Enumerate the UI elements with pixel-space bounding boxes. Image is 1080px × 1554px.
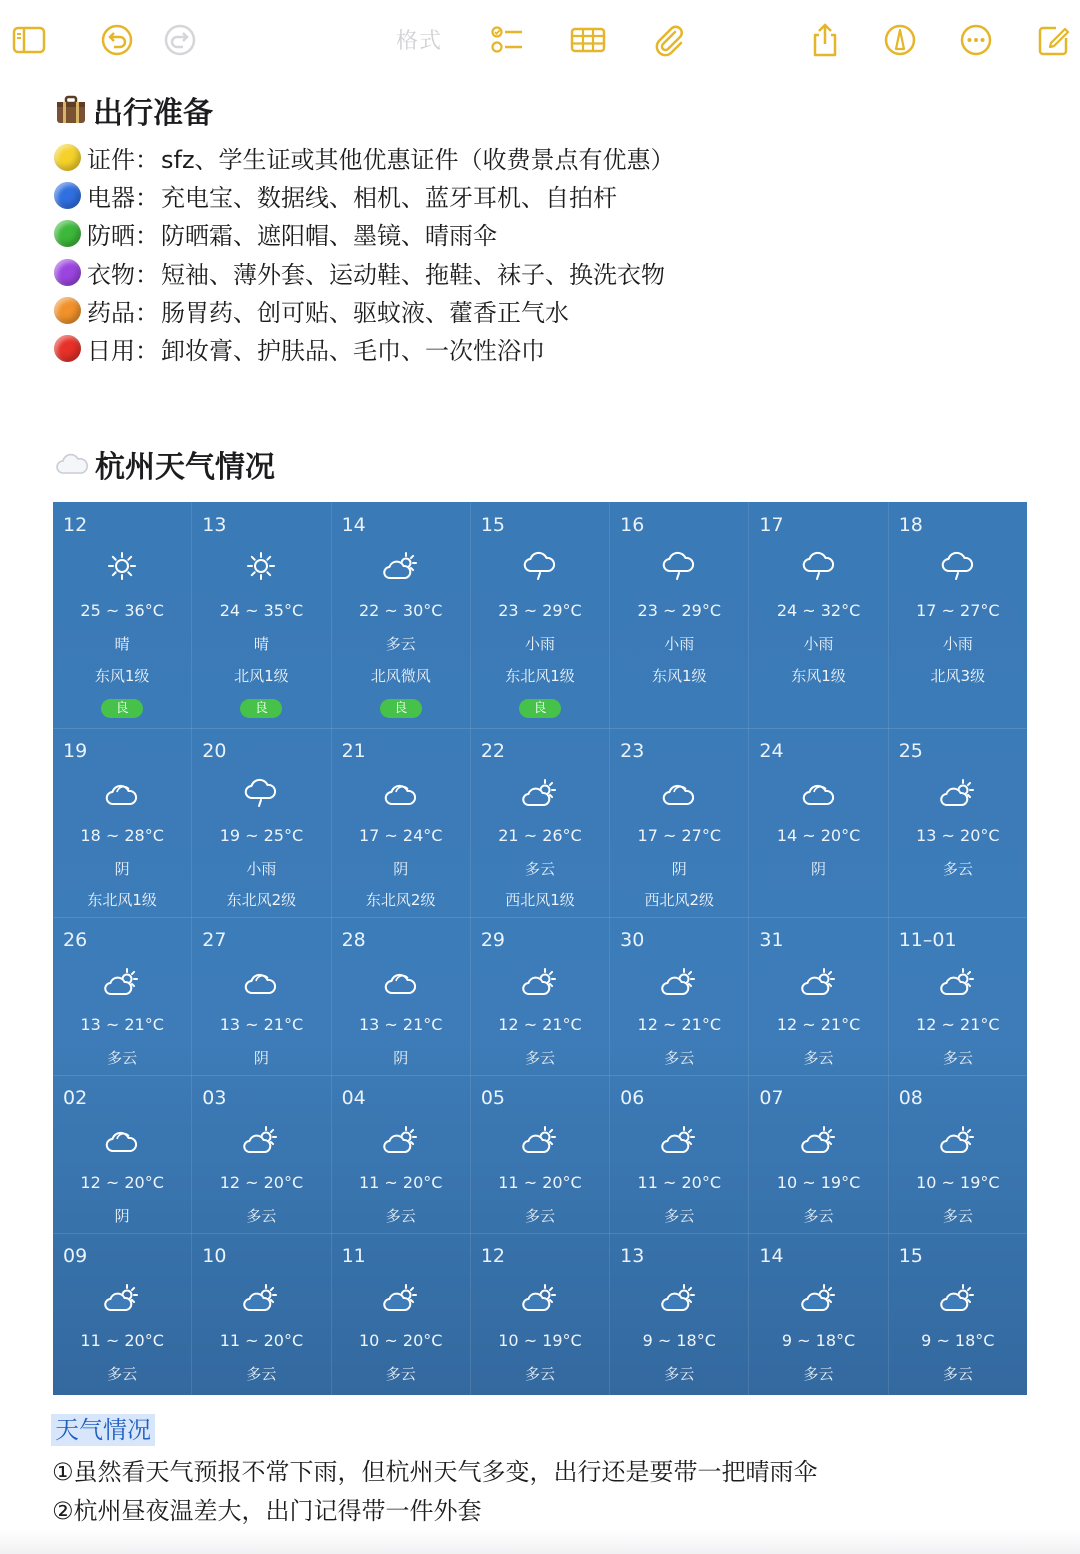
paperclip-icon: [650, 22, 686, 58]
color-circle-icon: [54, 182, 81, 209]
day-number: 14: [759, 1245, 784, 1267]
compose-button[interactable]: [1034, 20, 1074, 60]
temperature-range: 12 ~ 21°C: [498, 1015, 582, 1034]
weather-description: 多云: [664, 1207, 695, 1225]
attachment-button[interactable]: [648, 20, 688, 60]
day-number: 30: [620, 929, 645, 951]
weather-day-cell: [331, 502, 470, 728]
prep-category-label: 日用：: [87, 337, 159, 366]
weather-day-cell: [748, 1233, 887, 1395]
prep-list-item: [54, 253, 675, 291]
table-icon: [570, 22, 606, 58]
format-button[interactable]: 格式: [396, 29, 443, 54]
day-number: 06: [620, 1087, 645, 1109]
air-quality-badge: 良: [101, 699, 143, 718]
weather-note-line: ①虽然看天气预报不常下雨，但杭州天气多变，出行还是要带一把晴雨伞: [52, 1458, 818, 1486]
day-number: 31: [759, 929, 784, 951]
light-rain-icon: [522, 550, 558, 582]
weather-description: 多云: [385, 1365, 416, 1383]
temperature-range: 10 ~ 19°C: [776, 1173, 861, 1192]
partly-cloudy-icon: [661, 966, 697, 998]
day-number: 10: [202, 1245, 227, 1267]
day-number: 24: [759, 740, 784, 762]
day-number: 11–01: [898, 929, 957, 951]
weather-week-row: [53, 502, 1027, 728]
temperature-range: 14 ~ 20°C: [776, 826, 861, 845]
day-number: 26: [63, 929, 88, 951]
weather-description: 小雨: [942, 635, 973, 653]
weather-description: 多云: [385, 1207, 416, 1225]
weather-week-row: [53, 1075, 1027, 1233]
more-button[interactable]: [956, 20, 996, 60]
cloudy-icon: [801, 777, 837, 809]
checklist-icon: [489, 22, 525, 58]
weather-description: 多云: [246, 1365, 277, 1383]
weather-title-text: 杭州天气情况: [95, 450, 275, 485]
partly-cloudy-icon: [522, 966, 558, 998]
light-rain-icon: [661, 550, 697, 582]
partly-cloudy-icon: [243, 1282, 279, 1314]
day-number: 23: [620, 740, 645, 762]
wind-info: 北风1级: [234, 667, 289, 685]
markup-button[interactable]: [880, 20, 920, 60]
day-number: 15: [898, 1245, 923, 1267]
wind-info: 东北风1级: [87, 891, 157, 909]
temperature-range: 17 ~ 24°C: [358, 826, 443, 845]
weather-description: 阴: [253, 1049, 269, 1067]
day-number: 25: [898, 740, 923, 762]
temperature-range: 24 ~ 32°C: [776, 601, 861, 620]
weather-day-cell: [191, 917, 330, 1075]
weather-day-cell: [888, 1075, 1027, 1233]
share-icon: [807, 22, 843, 58]
weather-day-cell: [331, 917, 470, 1075]
day-number: 04: [341, 1087, 366, 1109]
row-divider: [53, 1233, 1027, 1234]
weather-day-cell: [609, 502, 748, 728]
weather-day-cell: [53, 728, 191, 917]
share-button[interactable]: [805, 20, 845, 60]
temperature-range: 10 ~ 20°C: [358, 1331, 443, 1350]
weather-day-cell: [53, 1075, 191, 1233]
weather-description: 阴: [671, 860, 687, 878]
day-number: 13: [620, 1245, 645, 1267]
weather-note-line: ②杭州昼夜温差大，出门记得带一件外套: [52, 1497, 482, 1525]
wind-info: 东风1级: [651, 667, 707, 685]
wind-info: 北风微风: [370, 667, 431, 685]
cloud-icon: [55, 451, 89, 477]
table-button[interactable]: [568, 20, 608, 60]
partly-cloudy-icon: [522, 1124, 558, 1156]
cloudy-icon: [383, 777, 419, 809]
weather-day-cell: [191, 502, 330, 728]
weather-day-cell: [748, 1075, 887, 1233]
light-rain-icon: [940, 550, 976, 582]
row-divider: [53, 917, 1027, 918]
wind-info: 东风1级: [94, 667, 150, 685]
prep-item-text: 充电宝、数据线、相机、蓝牙耳机、自拍杆: [161, 183, 617, 212]
prep-section-title: [55, 88, 213, 132]
weather-day-cell: [53, 1233, 191, 1395]
partly-cloudy-icon: [940, 1282, 976, 1314]
prep-item-text: 肠胃药、创可贴、驱蚊液、藿香正气水: [161, 298, 569, 327]
weather-description: 小雨: [524, 635, 555, 653]
weather-day-cell: [331, 1075, 470, 1233]
redo-button[interactable]: [160, 20, 200, 60]
day-number: 09: [63, 1245, 88, 1267]
weather-day-cell: [888, 728, 1027, 917]
wind-info: 东北风2级: [226, 891, 297, 909]
prep-list-item: [54, 291, 675, 329]
prep-title-text: 出行准备: [93, 96, 213, 131]
weather-description: 小雨: [246, 860, 277, 878]
day-number: 27: [202, 929, 227, 951]
weather-calendar: [53, 502, 1027, 1395]
partly-cloudy-icon: [801, 1124, 837, 1156]
compose-icon: [1036, 22, 1072, 58]
weather-description: 多云: [107, 1049, 138, 1067]
day-number: 07: [759, 1087, 784, 1109]
day-number: 28: [341, 929, 366, 951]
prep-category-label: 证件：: [87, 145, 159, 174]
temperature-range: 23 ~ 29°C: [498, 601, 582, 620]
wind-info: 东风1级: [791, 667, 846, 685]
row-divider: [53, 1075, 1027, 1076]
weather-description: 小雨: [803, 635, 834, 653]
temperature-range: 17 ~ 27°C: [637, 826, 721, 845]
day-number: 15: [480, 514, 506, 536]
prep-list-item: [54, 329, 675, 367]
wind-info: 北风3级: [930, 667, 986, 685]
temperature-range: 19 ~ 25°C: [219, 826, 304, 845]
weather-day-cell: [191, 1233, 330, 1395]
weather-day-cell: [53, 502, 191, 728]
sun-icon: [104, 550, 140, 582]
weather-day-cell: [748, 502, 887, 728]
color-circle-icon: [54, 297, 81, 324]
prep-category-label: 药品：: [87, 298, 159, 327]
temperature-range: 13 ~ 20°C: [916, 826, 1000, 845]
partly-cloudy-icon: [104, 966, 140, 998]
temperature-range: 18 ~ 28°C: [80, 826, 164, 845]
temperature-range: 25 ~ 36°C: [80, 601, 164, 620]
day-number: 14: [341, 514, 366, 536]
temperature-range: 23 ~ 29°C: [637, 601, 721, 620]
weather-day-cell: [470, 1233, 609, 1395]
weather-week-row: [53, 728, 1027, 917]
wind-info: 东北风1级: [505, 667, 575, 685]
ellipsis-circle-icon: [958, 22, 994, 58]
day-number: 05: [480, 1087, 506, 1109]
weather-description: 多云: [524, 860, 555, 878]
temperature-range: 11 ~ 20°C: [80, 1331, 164, 1350]
markup-pen-icon: [882, 22, 918, 58]
weather-description: 阴: [393, 860, 409, 878]
weather-description: 多云: [524, 1049, 555, 1067]
day-number: 18: [898, 514, 923, 536]
day-number: 03: [202, 1087, 227, 1109]
weather-day-cell: [470, 728, 609, 917]
day-number: 16: [620, 514, 645, 536]
air-quality-badge: 良: [240, 699, 282, 718]
weather-description: 多云: [664, 1049, 695, 1067]
prep-list-item: [54, 138, 675, 176]
checklist-button[interactable]: [487, 20, 527, 60]
undo-icon: [99, 22, 135, 58]
weather-day-cell: [609, 1075, 748, 1233]
weather-description: 多云: [803, 1207, 834, 1225]
weather-day-cell: [609, 1233, 748, 1395]
cloudy-icon: [661, 777, 697, 809]
weather-week-row: [53, 1233, 1027, 1395]
prep-item-text: 卸妆膏、护肤品、毛巾、一次性浴巾: [161, 337, 545, 366]
temperature-range: 9 ~ 18°C: [781, 1331, 856, 1350]
weather-day-cell: [53, 917, 191, 1075]
weather-day-cell: [331, 1233, 470, 1395]
prep-category-label: 衣物：: [87, 260, 159, 289]
prep-category-label: 防晒：: [87, 222, 159, 251]
temperature-range: 21 ~ 26°C: [498, 826, 582, 845]
color-circle-icon: [54, 144, 81, 171]
wind-info: 东北风2级: [365, 891, 436, 909]
row-divider: [53, 728, 1027, 729]
wind-info: 西北风1级: [505, 891, 575, 909]
color-circle-icon: [54, 259, 81, 286]
partly-cloudy-icon: [243, 1124, 279, 1156]
temperature-range: 11 ~ 20°C: [498, 1173, 582, 1192]
temperature-range: 11 ~ 20°C: [219, 1331, 304, 1350]
weather-day-cell: [191, 1075, 330, 1233]
temperature-range: 11 ~ 20°C: [637, 1173, 721, 1192]
day-number: 29: [480, 929, 506, 951]
cloudy-icon: [243, 966, 279, 998]
temperature-range: 12 ~ 21°C: [637, 1015, 721, 1034]
weather-week-row: [53, 917, 1027, 1075]
air-quality-badge: 良: [380, 699, 422, 718]
weather-description: 多云: [942, 1207, 973, 1225]
weather-day-cell: [470, 917, 609, 1075]
briefcase-icon: [55, 95, 87, 125]
wind-info: 西北风2级: [644, 891, 715, 909]
weather-description: 多云: [524, 1207, 555, 1225]
weather-day-cell: [191, 728, 330, 917]
temperature-range: 11 ~ 20°C: [358, 1173, 443, 1192]
weather-description: 多云: [107, 1365, 138, 1383]
day-number: 12: [480, 1245, 506, 1267]
temperature-range: 12 ~ 20°C: [80, 1173, 164, 1192]
temperature-range: 22 ~ 30°C: [358, 601, 443, 620]
weather-description: 多云: [524, 1365, 555, 1383]
partly-cloudy-icon: [801, 966, 837, 998]
day-number: 22: [480, 740, 506, 762]
day-number: 12: [63, 514, 88, 536]
weather-description: 多云: [942, 1049, 973, 1067]
weather-day-cell: [888, 1233, 1027, 1395]
weather-notes-heading: 天气情况: [51, 1414, 155, 1446]
prep-list-item: [54, 176, 675, 214]
weather-description: 多云: [942, 1365, 973, 1383]
partly-cloudy-icon: [940, 1124, 976, 1156]
temperature-range: 13 ~ 21°C: [80, 1015, 164, 1034]
prep-category-label: 电器：: [87, 183, 159, 212]
sidebar-toggle-button[interactable]: [9, 20, 49, 60]
day-number: 11: [341, 1245, 366, 1267]
undo-button[interactable]: [97, 20, 137, 60]
weather-day-cell: [888, 502, 1027, 728]
weather-description: 小雨: [664, 635, 695, 653]
day-number: 02: [63, 1087, 88, 1109]
weather-description: 阴: [114, 860, 130, 878]
temperature-range: 17 ~ 27°C: [916, 601, 1000, 620]
sidebar-icon: [11, 22, 47, 58]
day-number: 19: [63, 740, 88, 762]
cloudy-icon: [383, 966, 419, 998]
partly-cloudy-icon: [522, 777, 558, 809]
cloudy-icon: [104, 777, 140, 809]
partly-cloudy-icon: [383, 1124, 419, 1156]
weather-day-cell: [609, 917, 748, 1075]
partly-cloudy-icon: [940, 966, 976, 998]
page-bottom-fade: [0, 1530, 1080, 1554]
weather-day-cell: [748, 728, 887, 917]
temperature-range: 10 ~ 19°C: [916, 1173, 1000, 1192]
prep-item-text: sfz、学生证或其他优惠证件（收费景点有优惠）: [161, 145, 675, 174]
partly-cloudy-icon: [801, 1282, 837, 1314]
day-number: 08: [898, 1087, 923, 1109]
weather-day-cell: [748, 917, 887, 1075]
weather-day-cell: [470, 502, 609, 728]
weather-description: 多云: [803, 1049, 834, 1067]
partly-cloudy-icon: [383, 1282, 419, 1314]
weather-day-cell: [888, 917, 1027, 1075]
temperature-range: 10 ~ 19°C: [498, 1331, 582, 1350]
light-rain-icon: [801, 550, 837, 582]
weather-description: 多云: [246, 1207, 277, 1225]
temperature-range: 12 ~ 21°C: [776, 1015, 861, 1034]
weather-day-cell: [609, 728, 748, 917]
partly-cloudy-icon: [940, 777, 976, 809]
cloudy-icon: [104, 1124, 140, 1156]
partly-cloudy-icon: [661, 1124, 697, 1156]
prep-list: [54, 138, 675, 368]
temperature-range: 13 ~ 21°C: [219, 1015, 304, 1034]
partly-cloudy-icon: [661, 1282, 697, 1314]
prep-item-text: 防晒霜、遮阳帽、墨镜、晴雨伞: [161, 222, 497, 251]
redo-icon: [162, 22, 198, 58]
prep-list-item: [54, 215, 675, 253]
prep-item-text: 短袖、薄外套、运动鞋、拖鞋、袜子、换洗衣物: [161, 260, 665, 289]
temperature-range: 12 ~ 20°C: [219, 1173, 304, 1192]
weather-description: 阴: [114, 1207, 130, 1225]
weather-day-cell: [470, 1075, 609, 1233]
weather-description: 多云: [803, 1365, 834, 1383]
weather-description: 阴: [393, 1049, 409, 1067]
light-rain-icon: [243, 777, 279, 809]
weather-section-title: [55, 442, 275, 486]
weather-description: 多云: [664, 1365, 695, 1383]
weather-description: 晴: [114, 635, 130, 653]
air-quality-badge: 良: [519, 699, 561, 718]
sun-icon: [243, 550, 279, 582]
weather-description: 晴: [253, 635, 269, 653]
temperature-range: 12 ~ 21°C: [916, 1015, 1000, 1034]
weather-description: 阴: [811, 860, 827, 878]
day-number: 20: [202, 740, 227, 762]
color-circle-icon: [54, 220, 81, 247]
temperature-range: 9 ~ 18°C: [921, 1331, 995, 1350]
temperature-range: 9 ~ 18°C: [642, 1331, 716, 1350]
weather-description: 多云: [942, 860, 973, 878]
color-circle-icon: [54, 335, 81, 362]
weather-description: 多云: [385, 635, 416, 653]
day-number: 17: [759, 514, 784, 536]
notes-toolbar: [0, 0, 1080, 80]
day-number: 13: [202, 514, 227, 536]
temperature-range: 24 ~ 35°C: [219, 601, 304, 620]
partly-cloudy-icon: [104, 1282, 140, 1314]
weather-day-cell: [331, 728, 470, 917]
partly-cloudy-icon: [522, 1282, 558, 1314]
temperature-range: 13 ~ 21°C: [358, 1015, 443, 1034]
day-number: 21: [341, 740, 366, 762]
partly-cloudy-icon: [383, 550, 419, 582]
